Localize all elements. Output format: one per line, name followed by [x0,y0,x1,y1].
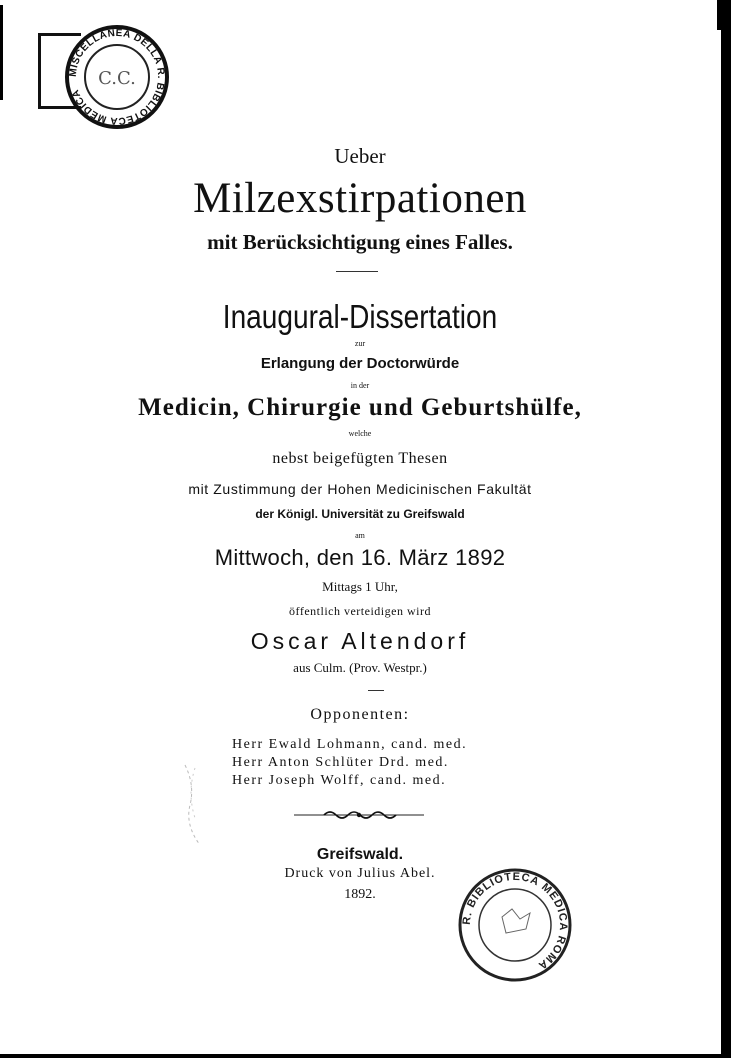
title-pre: Ueber [334,144,386,168]
dissertation-heading: Inaugural-Dissertation [222,298,498,335]
stamp-bottom-text: R. BIBLIOTECA MEDICA ROMA [460,870,570,972]
scan-edge-right [721,0,731,1058]
scan-edge-mark [717,0,721,30]
text-erlangung: Erlangung der Doctorwürde [260,355,460,372]
stamp-top-text: MISCELLANEA DELLA R. BIBLIOTECA MEDICA [67,27,167,127]
text-university: der Königl. Universität zu Greifswald [255,507,465,521]
scan-edge-left [0,5,3,100]
text-am: am [355,531,365,540]
defense-date: Mittwoch, den 16. März 1892 [214,545,506,570]
text-zur: zur [354,339,366,348]
faculty-line: Medicin, Chirurgie und Geburtshülfe, [138,394,582,421]
bleed-through-marks [160,760,220,870]
divider-2 [368,690,384,691]
divider-1 [336,271,378,272]
opponents-heading: Opponenten: [310,706,410,723]
opponents-list [232,736,552,790]
defense-time: Mittags 1 Uhr, [322,579,398,594]
author-name: Oscar Altendorf [250,628,470,654]
imprint-year: 1892. [344,887,376,902]
subtitle: mit Berücksichtigung eines Falles. [207,230,513,254]
opponent-2: Herr Anton Schlüter Drd. med. [232,755,449,770]
library-stamp-bottom [452,862,578,988]
scan-edge-bottom [0,1054,731,1058]
text-thesen: nebst beigefügten Thesen [272,450,448,467]
opponent-3: Herr Joseph Wolff, cand. med. [232,773,447,788]
text-in-der: in der [350,381,370,390]
library-stamp-top [62,22,172,132]
text-welche: welche [348,429,372,438]
text-zustimmung: mit Zustimmung der Hohen Medicinischen Fakultät [188,481,532,497]
text-verteidigen: öffentlich verteidigen wird [289,604,431,618]
stamp-top-inner: C.C. [98,68,136,89]
author-origin: aus Culm. (Prov. Westpr.) [293,660,427,675]
ornament-divider [294,808,424,822]
imprint-printer: Druck von Julius Abel. [284,866,436,881]
opponent-1: Herr Ewald Lohmann, cand. med. [232,737,468,752]
page-title: Milzexstirpationen [193,175,527,222]
imprint-city: Greifswald. [316,846,404,863]
